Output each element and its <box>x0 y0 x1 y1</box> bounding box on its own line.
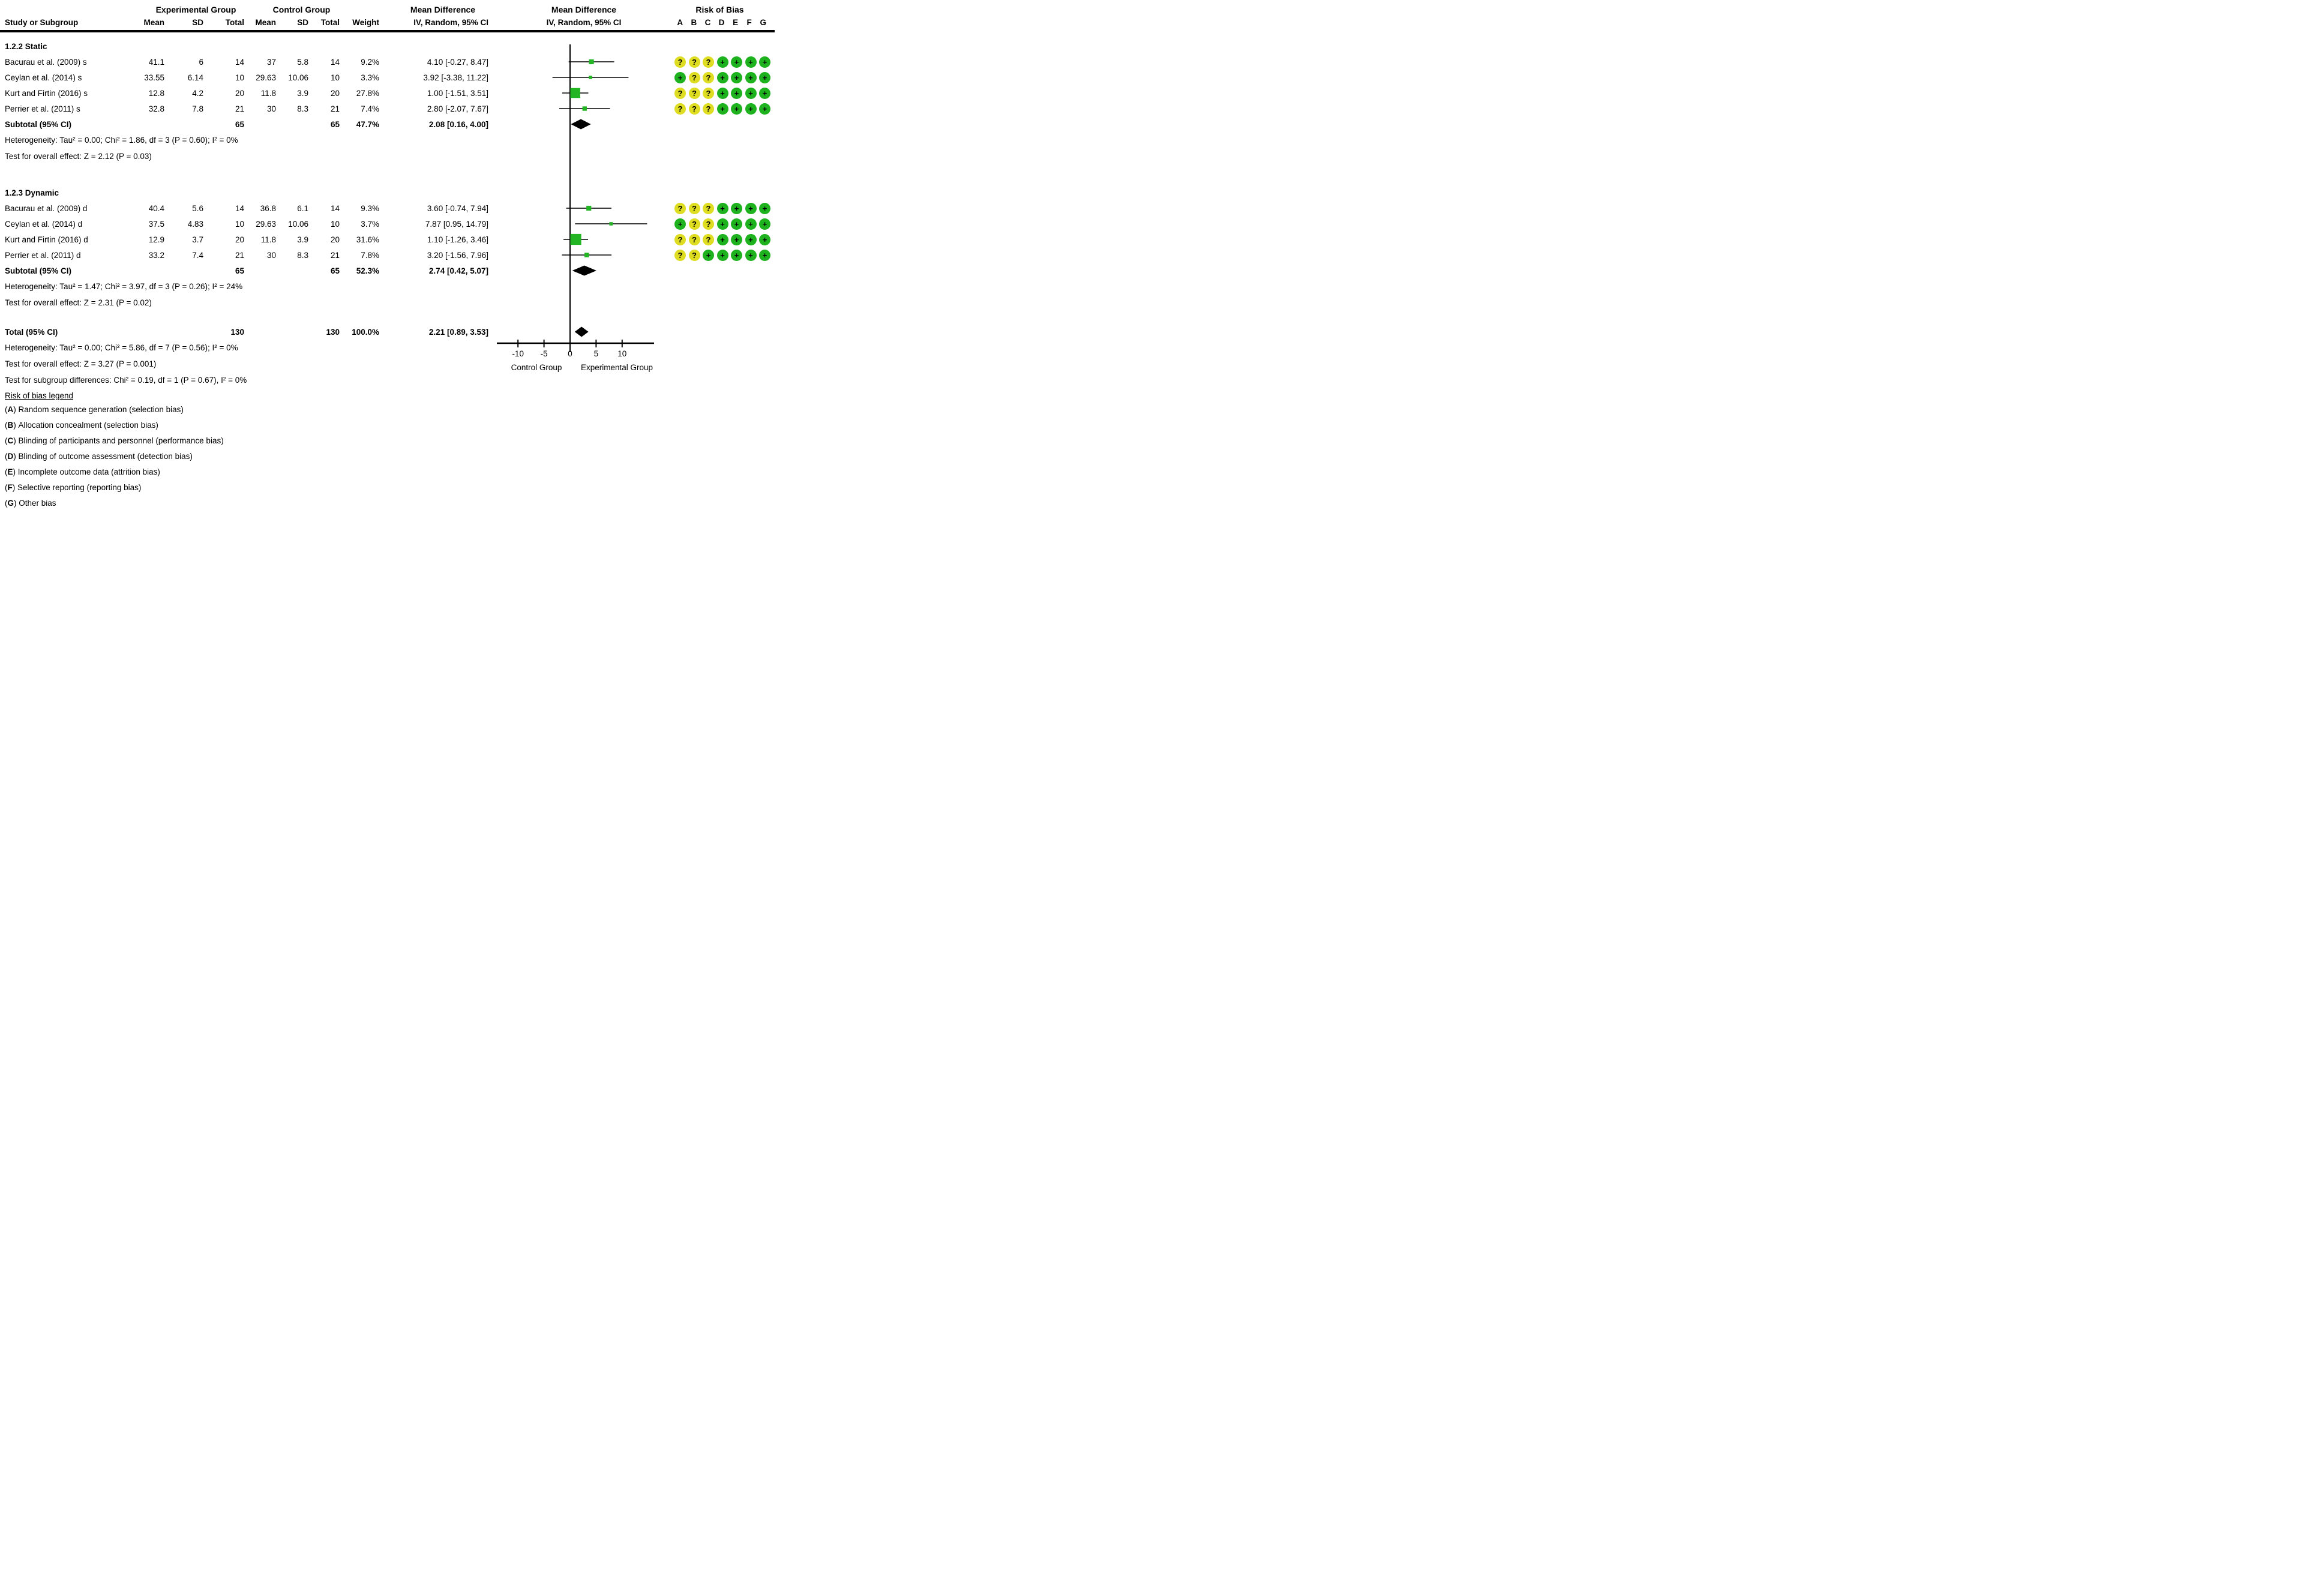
weight: 7.8% <box>361 250 379 260</box>
exp-total-col-header: Total <box>225 17 244 27</box>
forest-plot-cell <box>497 85 671 101</box>
weight: 100.0% <box>352 327 379 337</box>
rob-circle-F: + <box>745 203 757 214</box>
rob-circle-B: ? <box>689 234 700 245</box>
exp-mean: 33.55 <box>144 73 164 82</box>
rob-circle-C: ? <box>703 203 714 214</box>
overall-effect-row <box>0 295 775 311</box>
legend-text: Selective reporting (reporting bias) <box>17 482 142 492</box>
rob-circle-A: + <box>674 72 686 83</box>
ctrl-total-col-header: Total <box>320 17 340 27</box>
legend-text: Incomplete outcome data (attrition bias) <box>17 467 160 476</box>
rob-circle-C: ? <box>703 56 714 68</box>
rob-circle-G: + <box>759 103 770 115</box>
ctrl-total: 14 <box>330 203 340 213</box>
legend-text: Random sequence generation (selection bias) <box>18 404 184 414</box>
legend-key: G <box>7 498 14 508</box>
legend-item-G: ( G ) Other bias <box>5 498 56 508</box>
ci-text: 3.92 [-3.38, 11.22] <box>423 73 488 82</box>
ci-text: 2.80 [-2.07, 7.67] <box>427 104 488 113</box>
subgroup-differences-text: Test for subgroup differences: Chi² = 0.19, df = 1 (P = 0.67), I² = 0% <box>5 376 247 385</box>
exp-sd-col-header: SD <box>192 17 203 27</box>
ctrl-total: 20 <box>330 235 340 244</box>
ctrl-sd: 10.06 <box>288 219 308 229</box>
legend-item-A: ( A ) Random sequence generation (selection bias) <box>5 404 184 414</box>
legend-item-F: ( F ) Selective reporting (reporting bias) <box>5 482 142 492</box>
x-axis <box>497 340 671 362</box>
ctrl-sd: 8.3 <box>297 250 308 260</box>
weight: 47.7% <box>356 119 379 129</box>
rob-circle-C: + <box>703 250 714 261</box>
rob-circle-F: + <box>745 56 757 68</box>
subgroup-title-row <box>0 32 775 54</box>
legend-title: Risk of bias legend <box>5 391 74 400</box>
total-heterogeneity-text: Heterogeneity: Tau² = 0.00; Chi² = 5.86, df = 7 (P = 0.56); I² = 0% <box>5 343 238 352</box>
ci-marker <box>497 70 671 85</box>
ctrl-total: 21 <box>330 104 340 113</box>
control-group-header: Control Group <box>272 5 331 14</box>
exp-sd: 6.14 <box>187 73 203 82</box>
subgroup-title-row <box>0 179 775 200</box>
rob-letter-headers <box>671 18 769 27</box>
study-row <box>0 70 775 85</box>
rob-circle-B: ? <box>689 88 700 99</box>
heterogeneity-text: Heterogeneity: Tau² = 0.00; Chi² = 1.86, df = 3 (P = 0.60); I² = 0% <box>5 136 238 145</box>
risk-of-bias-cell <box>671 218 769 230</box>
column-group-header <box>0 0 775 14</box>
subtotal-ci-text: 2.08 [0.16, 4.00] <box>428 119 488 129</box>
weight: 27.8% <box>356 88 379 98</box>
overall-effect-row <box>0 148 775 164</box>
rob-circle-A: ? <box>674 234 686 245</box>
rob-circle-B: ? <box>689 203 700 214</box>
subtotal-row <box>0 116 775 132</box>
rob-circle-F: + <box>745 88 757 99</box>
ci-marker <box>497 247 671 263</box>
forest-plot-cell <box>497 101 671 116</box>
rob-circle-D: + <box>717 203 728 214</box>
rob-circle-C: ? <box>703 72 714 83</box>
rob-circle-F: + <box>745 250 757 261</box>
mean-difference-plot-header: Mean Difference <box>551 5 617 14</box>
rob-circle-E: + <box>731 234 742 245</box>
ctrl-mean: 30 <box>266 104 276 113</box>
ctrl-total: 130 <box>326 327 340 337</box>
study-name: Ceylan et al. (2014) s <box>5 73 82 82</box>
exp-sd: 4.83 <box>187 219 203 229</box>
rob-circle-C: ? <box>703 234 714 245</box>
exp-sd: 4.2 <box>192 88 203 98</box>
overall-effect-text: Test for overall effect: Z = 2.12 (P = 0.03) <box>5 152 152 161</box>
legend-item-C: ( C ) Blinding of participants and personnel (performance bias) <box>5 436 224 445</box>
rob-circle-C: ? <box>703 88 714 99</box>
section-spacer <box>0 311 775 324</box>
rob-circle-G: + <box>759 88 770 99</box>
weight: 9.2% <box>361 57 379 67</box>
section-spacer <box>0 164 775 179</box>
exp-total: 21 <box>235 250 244 260</box>
legend-key: E <box>7 467 13 476</box>
legend-text: Allocation concealment (selection bias) <box>18 420 158 430</box>
ctrl-total: 21 <box>330 250 340 260</box>
exp-mean-col-header: Mean <box>143 17 164 27</box>
study-name: Bacurau et al. (2009) d <box>5 203 88 213</box>
study-name: Bacurau et al. (2009) s <box>5 57 87 67</box>
exp-total: 10 <box>235 219 244 229</box>
overall-effect-text: Test for overall effect: Z = 2.31 (P = 0.02) <box>5 298 152 307</box>
x-axis-svg <box>497 340 671 359</box>
ci-marker <box>497 216 671 232</box>
risk-of-bias-cell <box>671 103 769 115</box>
rob-circle-E: + <box>731 72 742 83</box>
axis-footer-block <box>0 340 775 388</box>
forest-plot-cell <box>497 263 671 278</box>
study-name: Perrier et al. (2011) d <box>5 250 81 260</box>
rob-letter-A: A <box>677 17 683 27</box>
study-col-header: Study or Subgroup <box>5 17 79 27</box>
forest-plot-figure <box>0 0 775 527</box>
rob-circle-G: + <box>759 56 770 68</box>
column-headers <box>0 14 775 30</box>
rob-circle-D: + <box>717 234 728 245</box>
ci-marker <box>497 101 671 116</box>
exp-sd: 7.8 <box>192 104 203 113</box>
svg-text:-5: -5 <box>540 349 548 358</box>
pooled-diamond <box>497 324 671 340</box>
subtotal-label: Subtotal (95% CI) <box>5 119 72 129</box>
pooled-diamond <box>497 263 671 278</box>
rob-circle-E: + <box>731 56 742 68</box>
risk-of-bias-cell <box>671 56 769 68</box>
risk-of-bias-cell <box>671 88 769 99</box>
rob-letter-G: G <box>760 17 767 27</box>
svg-text:0: 0 <box>568 349 572 358</box>
weight: 7.4% <box>361 104 379 113</box>
rob-circle-C: ? <box>703 218 714 230</box>
rob-circle-G: + <box>759 72 770 83</box>
exp-total: 65 <box>235 266 244 275</box>
exp-total: 14 <box>235 57 244 67</box>
rob-circle-E: + <box>731 250 742 261</box>
forest-plot-cell <box>497 54 671 70</box>
ci-text: 4.10 [-0.27, 8.47] <box>427 57 488 67</box>
subgroup-title: 1.2.2 Static <box>5 42 47 51</box>
exp-total: 10 <box>235 73 244 82</box>
ctrl-mean-col-header: Mean <box>255 17 276 27</box>
ctrl-mean: 29.63 <box>256 73 276 82</box>
ctrl-mean: 11.8 <box>260 88 276 98</box>
rob-letter-B: B <box>691 17 697 27</box>
study-name: Ceylan et al. (2014) d <box>5 219 83 229</box>
legend-text: Other bias <box>19 498 56 508</box>
exp-total: 21 <box>235 104 244 113</box>
ctrl-total: 65 <box>330 119 340 129</box>
rob-circle-D: + <box>717 72 728 83</box>
ci-marker <box>497 200 671 216</box>
total-row <box>0 324 775 340</box>
legend-item-E: ( E ) Incomplete outcome data (attrition bias) <box>5 467 160 476</box>
mean-difference-text-header: Mean Difference <box>410 5 476 14</box>
rob-circle-E: + <box>731 218 742 230</box>
total-overall-effect-text: Test for overall effect: Z = 3.27 (P = 0.001) <box>5 359 157 368</box>
ctrl-sd: 8.3 <box>297 104 308 113</box>
rob-circle-B: ? <box>689 250 700 261</box>
exp-total: 130 <box>230 327 244 337</box>
rob-circle-D: + <box>717 103 728 115</box>
exp-mean: 37.5 <box>148 219 164 229</box>
axis-area <box>497 340 671 388</box>
ctrl-mean: 11.8 <box>260 235 276 244</box>
exp-mean: 41.1 <box>148 57 164 67</box>
subtotal-label: Subtotal (95% CI) <box>5 266 72 275</box>
rob-circle-A: + <box>674 218 686 230</box>
rob-circle-D: + <box>717 218 728 230</box>
exp-total: 20 <box>235 88 244 98</box>
study-name: Kurt and Firtin (2016) d <box>5 235 88 244</box>
ctrl-mean: 37 <box>266 57 276 67</box>
exp-sd: 7.4 <box>192 250 203 260</box>
total-label: Total (95% CI) <box>5 327 58 337</box>
subgroup-title: 1.2.3 Dynamic <box>5 188 59 197</box>
rob-circle-A: ? <box>674 56 686 68</box>
risk-of-bias-cell <box>671 234 769 245</box>
rob-circle-G: + <box>759 250 770 261</box>
rob-circle-D: + <box>717 250 728 261</box>
forest-plot-cell <box>497 247 671 263</box>
rob-circle-B: ? <box>689 218 700 230</box>
rob-circle-G: + <box>759 218 770 230</box>
study-row <box>0 101 775 116</box>
risk-of-bias-legend <box>0 388 775 511</box>
ctrl-total: 14 <box>330 57 340 67</box>
experimental-group-header: Experimental Group <box>155 5 236 14</box>
heterogeneity-row <box>0 132 775 148</box>
risk-of-bias-cell <box>671 203 769 214</box>
ctrl-total: 10 <box>330 73 340 82</box>
ci-marker <box>497 85 671 101</box>
rob-circle-E: + <box>731 203 742 214</box>
study-name: Perrier et al. (2011) s <box>5 104 80 113</box>
ctrl-mean: 29.63 <box>256 219 276 229</box>
exp-mean: 32.8 <box>148 104 164 113</box>
forest-plot-cell <box>497 70 671 85</box>
exp-mean: 12.9 <box>148 235 164 244</box>
axis-left-label: Control Group <box>511 363 562 372</box>
legend-key: F <box>7 482 13 492</box>
forest-plot-cell <box>497 116 671 132</box>
legend-key: D <box>7 451 14 461</box>
heterogeneity-text: Heterogeneity: Tau² = 1.47; Chi² = 3.97, df = 3 (P = 0.26); I² = 24% <box>5 282 243 291</box>
axis-right-label: Experimental Group <box>580 363 653 372</box>
ci-text: 3.20 [-1.56, 7.96] <box>427 250 488 260</box>
ci-text: 7.87 [0.95, 14.79] <box>425 219 488 229</box>
study-row <box>0 216 775 232</box>
ctrl-total: 10 <box>330 219 340 229</box>
rob-circle-F: + <box>745 218 757 230</box>
exp-total: 14 <box>235 203 244 213</box>
exp-sd: 3.7 <box>192 235 203 244</box>
legend-text: Blinding of participants and personnel (performance bias) <box>18 436 224 445</box>
risk-of-bias-cell <box>671 250 769 261</box>
legend-item-B: ( B ) Allocation concealment (selection bias) <box>5 420 158 430</box>
ctrl-mean: 30 <box>266 250 276 260</box>
svg-text:-10: -10 <box>512 349 524 358</box>
axis-direction-labels <box>497 362 671 376</box>
table-body <box>0 32 775 340</box>
rob-circle-A: ? <box>674 88 686 99</box>
rob-circle-B: ? <box>689 103 700 115</box>
exp-total: 65 <box>235 119 244 129</box>
rob-circle-A: ? <box>674 103 686 115</box>
rob-circle-B: ? <box>689 56 700 68</box>
rob-circle-E: + <box>731 88 742 99</box>
rob-letter-E: E <box>733 17 739 27</box>
weight-col-header: Weight <box>352 17 379 27</box>
rob-circle-B: ? <box>689 72 700 83</box>
legend-items <box>0 401 775 511</box>
weight: 3.7% <box>361 219 379 229</box>
study-row <box>0 54 775 70</box>
ctrl-sd-col-header: SD <box>297 17 308 27</box>
rob-letter-D: D <box>718 17 725 27</box>
forest-plot-cell <box>497 216 671 232</box>
exp-sd: 6 <box>199 57 203 67</box>
rob-circle-D: + <box>717 56 728 68</box>
ctrl-mean: 36.8 <box>260 203 276 213</box>
study-row <box>0 200 775 216</box>
legend-key: C <box>7 436 14 445</box>
ci-text: 1.00 [-1.51, 3.51] <box>427 88 488 98</box>
legend-item-D: ( D ) Blinding of outcome assessment (detection bias) <box>5 451 193 461</box>
legend-text: Blinding of outcome assessment (detection bias) <box>18 451 193 461</box>
risk-of-bias-header: Risk of Bias <box>695 5 744 14</box>
rob-circle-D: + <box>717 88 728 99</box>
exp-total: 20 <box>235 235 244 244</box>
ctrl-sd: 5.8 <box>297 57 308 67</box>
rob-circle-A: ? <box>674 250 686 261</box>
ci-col-header: IV, Random, 95% CI <box>413 17 488 27</box>
rob-circle-F: + <box>745 103 757 115</box>
rob-circle-F: + <box>745 72 757 83</box>
subtotal-ci-text: 2.74 [0.42, 5.07] <box>428 266 488 275</box>
total-ci-text: 2.21 [0.89, 3.53] <box>428 327 488 337</box>
ctrl-sd: 3.9 <box>297 88 308 98</box>
weight: 52.3% <box>356 266 379 275</box>
svg-text:5: 5 <box>593 349 599 358</box>
exp-mean: 12.8 <box>148 88 164 98</box>
rob-letter-C: C <box>704 17 711 27</box>
exp-sd: 5.6 <box>192 203 203 213</box>
exp-mean: 33.2 <box>148 250 164 260</box>
study-name: Kurt and Firtin (2016) s <box>5 88 88 98</box>
ci-plot-col-header: IV, Random, 95% CI <box>546 17 622 27</box>
rob-circle-G: + <box>759 234 770 245</box>
study-row <box>0 232 775 247</box>
ctrl-total: 20 <box>330 88 340 98</box>
rob-circle-C: ? <box>703 103 714 115</box>
rob-letter-F: F <box>746 17 752 27</box>
footer-stats <box>0 340 497 388</box>
rob-circle-F: + <box>745 234 757 245</box>
ctrl-total: 65 <box>330 266 340 275</box>
forest-plot-cell <box>497 324 671 340</box>
ctrl-sd: 10.06 <box>288 73 308 82</box>
rob-circle-A: ? <box>674 203 686 214</box>
legend-key: B <box>7 420 14 430</box>
heterogeneity-row <box>0 278 775 295</box>
rob-circle-E: + <box>731 103 742 115</box>
risk-of-bias-cell <box>671 72 769 83</box>
ctrl-sd: 6.1 <box>297 203 308 213</box>
weight: 3.3% <box>361 73 379 82</box>
subtotal-row <box>0 263 775 278</box>
study-row <box>0 247 775 263</box>
forest-plot-cell <box>497 232 671 247</box>
ci-text: 3.60 [-0.74, 7.94] <box>427 203 488 213</box>
weight: 31.6% <box>356 235 379 244</box>
ci-marker <box>497 232 671 247</box>
study-row <box>0 85 775 101</box>
legend-key: A <box>7 404 14 414</box>
rob-circle-G: + <box>759 203 770 214</box>
forest-plot-cell <box>497 200 671 216</box>
pooled-diamond <box>497 116 671 132</box>
exp-mean: 40.4 <box>148 203 164 213</box>
svg-text:10: 10 <box>617 349 627 358</box>
weight: 9.3% <box>361 203 379 213</box>
ctrl-sd: 3.9 <box>297 235 308 244</box>
ci-text: 1.10 [-1.26, 3.46] <box>427 235 488 244</box>
ci-marker <box>497 54 671 70</box>
